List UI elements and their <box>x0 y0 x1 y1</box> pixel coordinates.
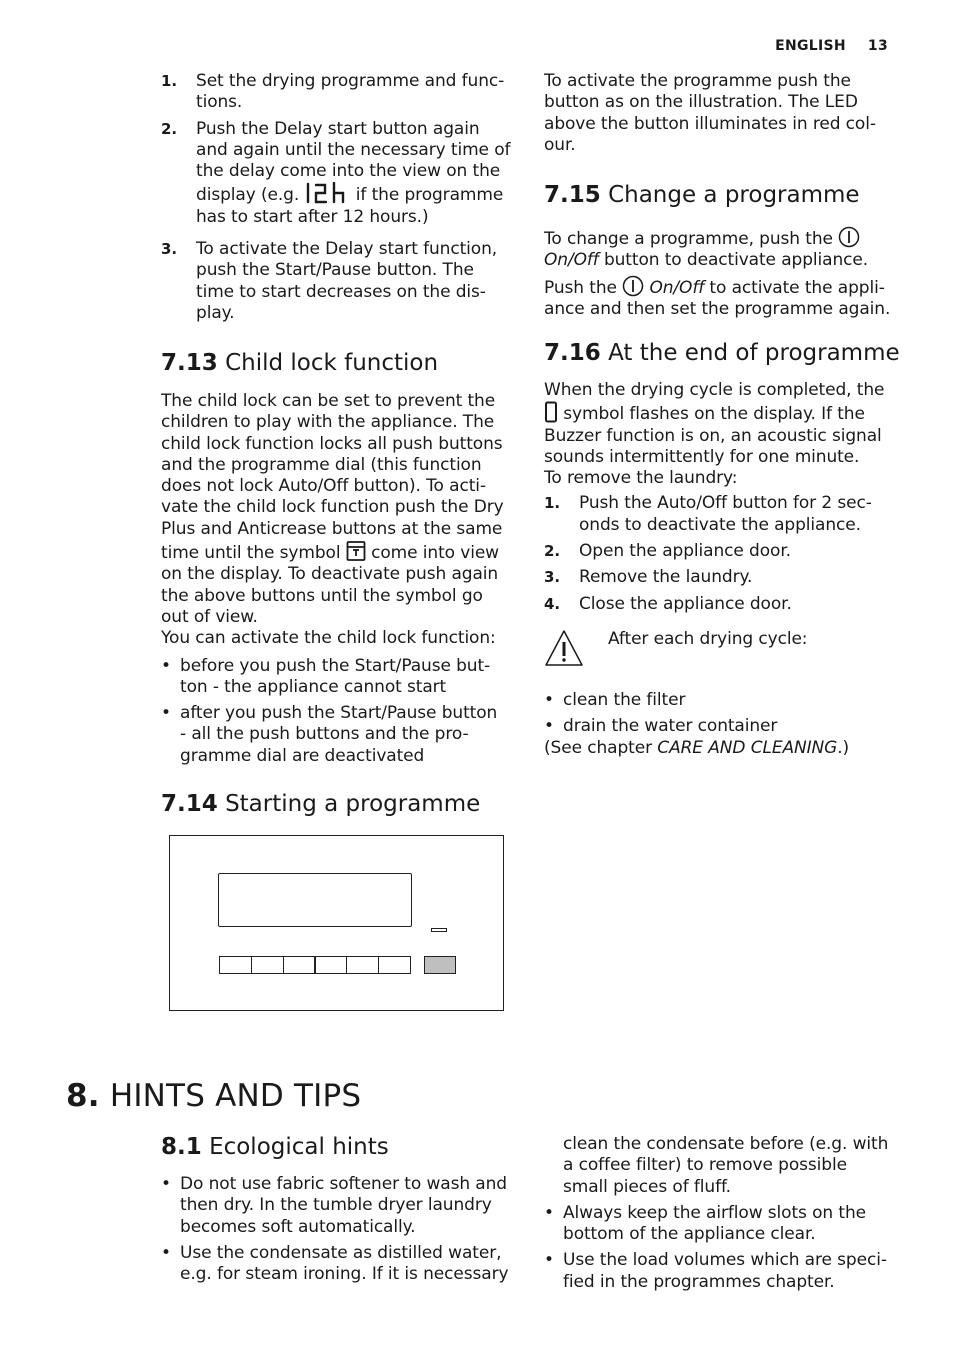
list-item: • clean the filter <box>544 690 909 711</box>
on-off-icon <box>622 275 644 297</box>
change-programme-section: To change a programme, push the On/Off button to deactivate appliance. Push the On/Off to activate the appli- ance and then set the programme again. <box>544 226 909 320</box>
panel-button <box>314 956 347 974</box>
list-item: 3. To activate the Delay start function, push the Start/Pause button. The time to start decreases on the dis- play. <box>161 239 498 323</box>
list-item: • Use the condensate as distilled water, e.g. for steam ironing. If it is necessary <box>161 1243 526 1286</box>
child-lock-icon <box>346 540 366 562</box>
section-heading-7-15: 7.15 Change a programme <box>544 182 860 208</box>
on-off-icon <box>838 226 860 248</box>
led-indicator <box>431 928 447 932</box>
door-open-segment-icon <box>544 401 558 423</box>
list-item: 1. Push the Auto/Off button for 2 sec- onds to deactivate the appliance. <box>544 493 872 535</box>
list-item: 1. Set the drying programme and func- tions. <box>161 71 505 113</box>
list-item: 2. Open the appliance door. <box>544 541 791 562</box>
list-item: • drain the water container <box>544 716 909 737</box>
list-item: 4. Close the appliance door. <box>544 593 792 614</box>
ecological-hints-right <box>544 1134 909 1293</box>
button-row <box>219 956 410 974</box>
list-item: 3. Remove the laundry. <box>544 567 753 588</box>
section-heading-8-1: 8.1 Ecological hints <box>161 1134 389 1160</box>
list-item: • after you push the Start/Pause button - all the push buttons and the pro- gramme dial are deactivated <box>161 703 526 767</box>
list-item: • Use the load volumes which are speci- fied in the programmes chapter. <box>544 1250 909 1293</box>
after-cycle-list <box>544 690 909 759</box>
warning-text: After each drying cycle: <box>608 629 808 649</box>
page-number: 13 <box>867 38 888 54</box>
delay-steps-list <box>161 71 521 324</box>
list-item: • Do not use fabric softener to wash and then dry. In the tumble dryer laundry becomes soft automatically. <box>161 1174 526 1238</box>
see-chapter-note: (See chapter CARE AND CLEANING.) <box>544 737 850 758</box>
warning-icon <box>544 629 584 667</box>
list-item: • before you push the Start/Pause but- ton - the appliance cannot start <box>161 656 526 699</box>
start-programme-text: To activate the programme push the button as on the illustration. The LED above the button illuminates in red col- our. <box>544 71 876 155</box>
child-lock-section: The child lock can be set to prevent the children to play with the appliance. The child lock function locks all push buttons and the programme dial (this function does not lock Auto/Off button). To acti- vate the child lock function push the Dry Plus and Anticrease buttons at the same time until the symbol come into view on the display. To deactivate push again the above buttons until the symbol go out of view. You can activate the child lock function: • before you push the Start/Pause but- ton - the appliance cannot start • after you push the Start/Pause button - all the push buttons and the pro- gramme dial are deactivated <box>161 391 526 767</box>
section-heading-7-14: 7.14 Starting a programme <box>161 791 481 817</box>
chapter-heading-8: 8. HINTS AND TIPS <box>66 1078 362 1114</box>
panel-button <box>378 956 411 974</box>
start-pause-button-highlighted <box>424 956 456 974</box>
panel-button <box>251 956 284 974</box>
end-of-programme-section: When the drying cycle is completed, the symbol flashes on the display. If the Buzzer function is on, an acoustic signal sounds intermittently for one minute. To remove the laundry: 1. Push the Auto/Off button for 2 sec- onds to deactivate the appliance. 2. Open the appliance door. 3. Remove the laundry. 4. Close the appliance door. <box>544 380 909 615</box>
section-heading-7-13: 7.13 Child lock function <box>161 350 439 376</box>
ecological-hints-left <box>161 1174 526 1285</box>
panel-button <box>283 956 316 974</box>
page-header <box>775 38 888 54</box>
continued-text: clean the condensate before (e.g. with a coffee filter) to remove possible small pieces of fluff. <box>563 1134 889 1197</box>
panel-button <box>219 956 252 974</box>
control-panel-illustration <box>169 835 504 1011</box>
section-heading-7-16: 7.16 At the end of programme <box>544 340 900 366</box>
list-item: • Always keep the airflow slots on the bottom of the appliance clear. <box>544 1203 909 1246</box>
seven-segment-12h-icon <box>304 182 350 204</box>
list-item: 2. Push the Delay start button again and again until the necessary time of the delay come into the view on the display (e.g. if the programme has to start after 12 hours.) <box>161 118 511 227</box>
header-language: ENGLISH <box>775 38 846 54</box>
panel-button <box>346 956 379 974</box>
display-window <box>218 873 412 927</box>
